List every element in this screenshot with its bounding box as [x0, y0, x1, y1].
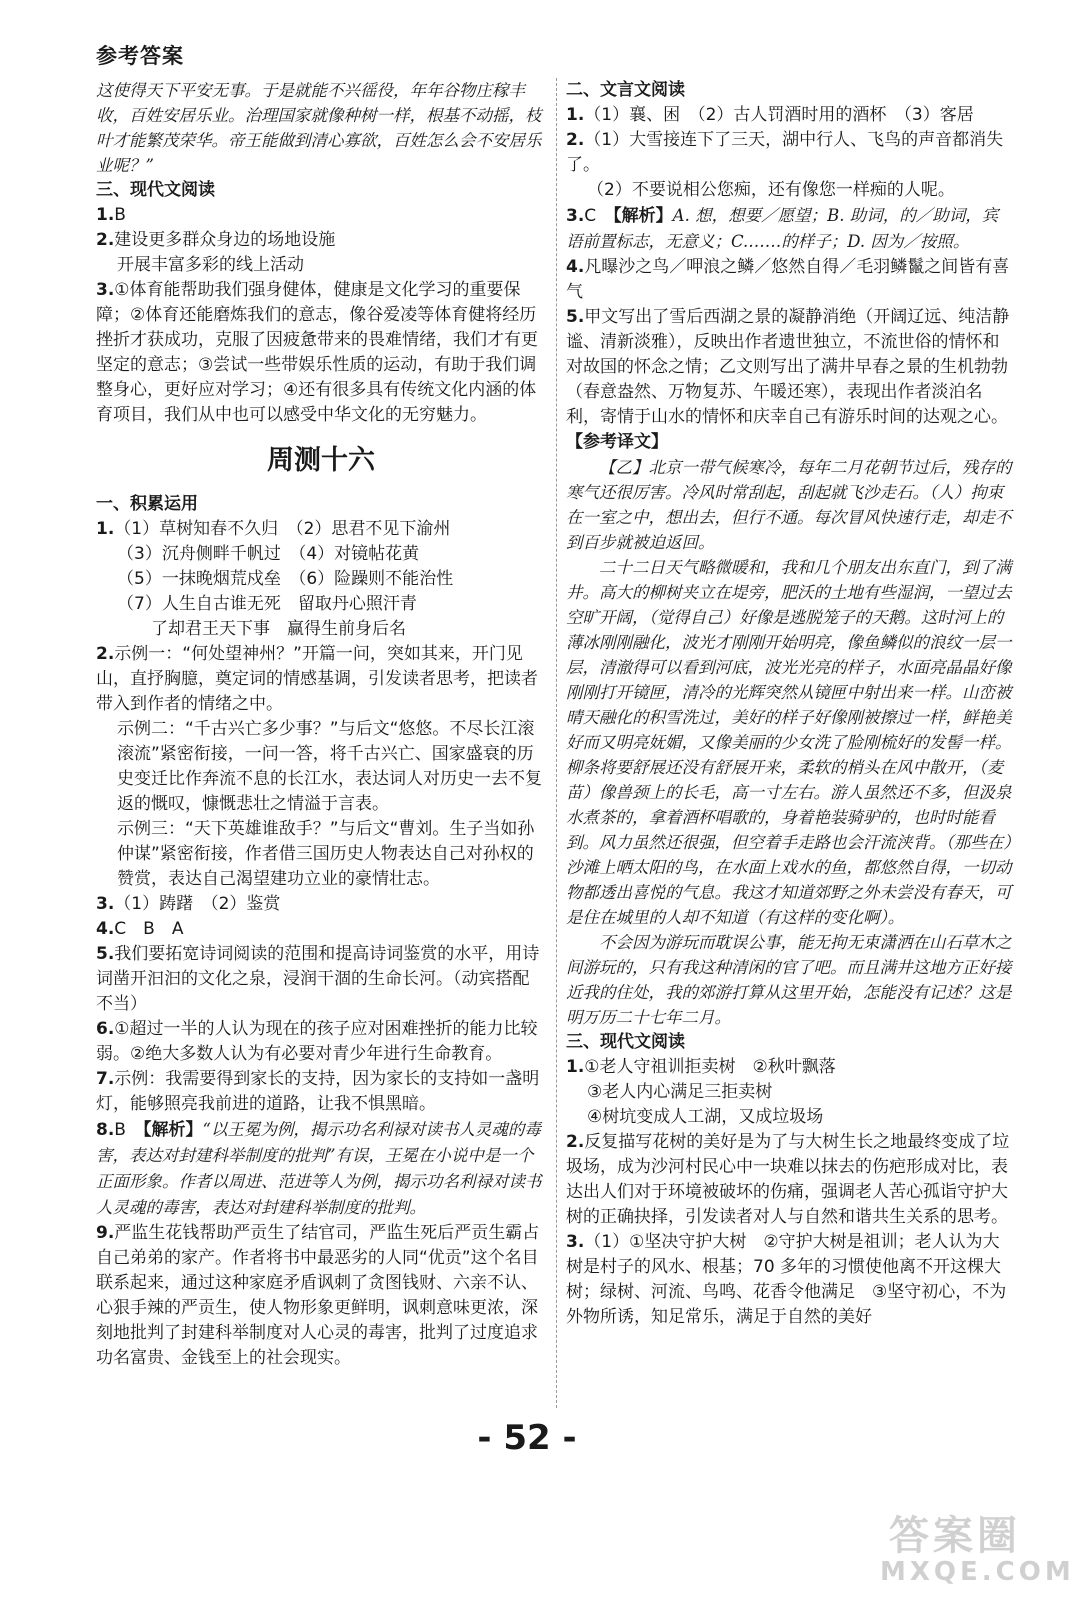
- answer-text: （1）襄、困 （2）古人罚酒时用的酒杯 （3）客居: [584, 105, 974, 125]
- answer-text: （1）大雪接连下了三天，湖中行人、飞鸟的声音都消失了。: [566, 130, 1004, 175]
- question-number: 8.: [96, 1120, 115, 1140]
- answer-text: 示例一：“何处望神州？”开篇一问，突如其来，开门见山，直抒胸臆，奠定词的情感基调，引发读者思考，把读者带入到作者的情绪之中。: [96, 644, 538, 714]
- analysis-tag: 【解析】: [142, 1120, 203, 1140]
- reference-translation-heading: 【参考译文】: [566, 432, 668, 452]
- watermark-text: 答案圈: [889, 1513, 1021, 1559]
- left-column: [96, 78, 546, 1371]
- question-number: 1.: [96, 205, 115, 225]
- question-number: 3.: [96, 894, 115, 914]
- question-number: 3.: [96, 280, 115, 300]
- question-number: 6.: [96, 1019, 115, 1039]
- answer-choice: C: [584, 206, 614, 226]
- question-number: 3.: [566, 206, 585, 226]
- answer-item: [96, 942, 546, 1017]
- question-number: 2.: [566, 1132, 585, 1152]
- question-number: 5.: [566, 307, 585, 327]
- question-number: 2.: [96, 230, 115, 250]
- answer-text: ①老人守祖训拒卖树 ②秋叶飘落: [584, 1057, 836, 1077]
- question-number: 3.: [566, 1232, 585, 1252]
- answer-line: 示例三：“天下英雄谁敌手？”与后文“曹刘。生子当如孙仲谋”紧密衔接，作者借三国历史人物表达自己对孙权的赞赏，表达自己渴望建功立业的豪情壮志。: [117, 819, 535, 889]
- section-heading: 三、现代文阅读: [96, 180, 215, 200]
- question-number: 4.: [566, 257, 585, 277]
- section-heading: 三、现代文阅读: [566, 1032, 685, 1052]
- answer-text: 甲文写出了雪后西湖之景的凝静消绝（开阔辽远、纯洁静谧、清新淡雅），反映出作者遗世独立，不流世俗的情怀和对故国的怀念之情；乙文则写出了满井早春之景的生机勃勃（春意盎然、万物复苏、午暖还寒），表现出作者淡泊名利，寄情于山水的情怀和庆幸自己有游乐时间的达观之心。: [566, 307, 1010, 427]
- section-heading: 二、文言文阅读: [566, 80, 685, 100]
- answer-text: 建设更多群众身边的场地设施: [114, 230, 336, 250]
- page-header: 参考答案: [96, 44, 184, 68]
- answer-item: [96, 892, 546, 917]
- watermark-logo: [880, 1513, 1075, 1587]
- watermark-url: MXQE.COM: [880, 1557, 1075, 1587]
- answer-item: [96, 917, 546, 942]
- answer-item: [566, 305, 1014, 430]
- translation-paragraph: 不会因为游玩而耽误公事，能无拘无束潇洒在山石草木之间游玩的，只有我这种清闲的官了吧。而且满井这地方正好接近我的住处，我的郊游打算从这里开始，怎能没有记述？这是明万历二十七年二月。: [566, 933, 1012, 1027]
- answer-line: （2）不要说相公您痴，还有像您一样痴的人呢。: [587, 180, 955, 200]
- answer-line: ③老人内心满足三拒卖树: [587, 1082, 773, 1102]
- question-number: 2.: [566, 130, 585, 150]
- answer-item: [96, 228, 546, 253]
- answer-line: 示例二：“千古兴亡多少事？”与后文“悠悠。不尽长江滚滚流”紧密衔接，一问一答，将千古兴亡、国家盛衰的历史变迁比作奔流不息的长江水，表达词人对历史一去不复返的慨叹，慷慨悲壮之情溢于言表。: [117, 719, 542, 814]
- answer-text: 凡曝沙之鸟／呷浪之鳞／悠然自得／毛羽鳞鬣之间皆有喜气: [566, 257, 1010, 302]
- question-number: 1.: [566, 105, 585, 125]
- answer-line: （3）沉舟侧畔千帆过 （4）对镜帖花黄: [117, 544, 420, 564]
- answer-text: ①超过一半的人认为现在的孩子应对困难挫折的能力比较弱。②绝大多数人认为有必要对青少年进行生命教育。: [96, 1019, 538, 1064]
- answer-text: （1）草树知春不久归 （2）思君不见下渝州: [114, 519, 451, 539]
- answer-item: [566, 1230, 1014, 1330]
- answer-item: [96, 203, 546, 228]
- answer-item: [566, 255, 1014, 305]
- question-number: 5.: [96, 944, 115, 964]
- answer-item: [96, 642, 546, 717]
- answer-item: [566, 1130, 1014, 1230]
- question-number: 4.: [96, 919, 115, 939]
- answer-item: [566, 203, 1014, 255]
- section-heading: 一、积累运用: [96, 494, 198, 514]
- translation-paragraph: 【乙】北京一带气候寒冷，每年二月花朝节过后，残存的寒气还很厉害。冷风时常刮起，刮起就飞沙走石。（人）拘束在一室之中，想出去，但行不通。每次冒风快速行走，却走不到百步就被迫返回。: [566, 458, 1012, 552]
- answer-text: （1）①坚决守护大树 ②守护大树是祖训；老人认为大树是村子的风水、根基；70 多年的习惯使他离不开这棵大树；绿树、河流、鸟鸣、花香令他满足 ③坚守初心，不为外物所诱，知足常乐，满足于自然的美好: [566, 1232, 1007, 1327]
- question-number: 1.: [96, 519, 115, 539]
- answer-line: （7）人生自古谁无死 留取丹心照汗青: [117, 594, 417, 614]
- answer-text: 反复描写花树的美好是为了与大树生长之地最终变成了垃圾场，成为沙河村民心中一块难以抹去的伤疤形成对比，表达出人们对于环境被破坏的伤痛，强调老人苦心孤诣守护大树的正确抉择，引发读者对人与自然和谐共生关系的思考。: [566, 1132, 1010, 1227]
- answer-choice: B: [114, 1120, 143, 1140]
- answer-item: [96, 1067, 546, 1117]
- page-number: - 52 -: [477, 1418, 577, 1458]
- answer-item: [96, 1017, 546, 1067]
- answer-line: 开展丰富多彩的线上活动: [117, 255, 304, 275]
- answer-line: ④树坑变成人工湖，又成垃圾场: [587, 1107, 824, 1127]
- right-column: [566, 78, 1014, 1330]
- analysis-tag: 【解析】: [613, 206, 673, 226]
- question-number: 7.: [96, 1069, 115, 1089]
- answer-item: [566, 1055, 1014, 1080]
- answer-text: （1）踌躇 （2）鉴赏: [114, 894, 281, 914]
- section-title: 周测十六: [267, 445, 375, 476]
- question-number: 2.: [96, 644, 115, 664]
- answer-text: ①体育能帮助我们强身健体，健康是文化学习的重要保障；②体育还能磨炼我们的意志，像谷爱凌等体育健将经历挫折才获成功，克服了因疲惫带来的畏难情绪，我们才有更坚定的意志；③尝试一些带娱乐性质的运动，有助于我们调整身心，更好应对学习；④还有很多具有传统文化内涵的体育项目，我们从中也可以感受中华文化的无穷魅力。: [96, 280, 538, 425]
- question-number: 9.: [96, 1223, 115, 1243]
- answer-text: C B A: [114, 919, 184, 939]
- question-number: 1.: [566, 1057, 585, 1077]
- answer-line: 了却君王天下事 赢得生前身后名: [117, 619, 406, 639]
- translation-paragraph: 二十二日天气略微暖和，我和几个朋友出东直门，到了满井。高大的柳树夹立在堤旁，肥沃的土地有些湿润，一望过去空旷开阔，（觉得自己）好像是逃脱笼子的天鹅。这时河上的薄冰刚刚融化，波光才刚刚开始明亮，像鱼鳞似的浪纹一层一层，清澈得可以看到河底，波光光亮的样子，水面亮晶晶好像刚刚打开镜匣，清冷的光辉突然从镜匣中射出来一样。山峦被晴天融化的积雪洗过，美好的样子好像刚被擦过一样，鲜艳美好而又明亮妩媚，又像美丽的少女洗了脸刚梳好的发髻一样。柳条将要舒展还没有舒展开来，柔软的梢头在风中散开，（麦苗）像兽颈上的长毛，高一寸左右。游人虽然还不多，但汲泉水煮茶的，拿着酒杯唱歌的，身着艳装骑驴的，也时时能看到。风力虽然还很强，但空着手走路也会汗流浃背。（那些在）沙滩上晒太阳的鸟，在水面上戏水的鱼，都悠然自得，一切动物都透出喜悦的气息。我这才知道郊野之外未尝没有春天，可是住在城里的人却不知道（有这样的变化啊）。: [566, 558, 1012, 927]
- answer-item: [96, 1221, 546, 1371]
- answer-text: B: [114, 205, 126, 225]
- answer-item: [566, 128, 1014, 178]
- answer-item: [96, 278, 546, 428]
- answer-item: [566, 103, 1014, 128]
- answer-item: [96, 1117, 546, 1221]
- analysis-text: A. 想，想要／愿望；B. 助词，的／助词，宾语前置标志，无意义；C.……的样子；D. 因为／按照。: [566, 206, 999, 251]
- translation-paragraph: 这使得天下平安无事。于是就能不兴徭役，年年谷物庄稼丰收，百姓安居乐业。治理国家就像种树一样，根基不动摇，枝叶才能繁茂荣华。帝王能做到清心寡欲，百姓怎么会不安居乐业呢？”: [96, 81, 542, 175]
- answer-line: （5）一抹晚烟荒戍垒 （6）险躁则不能治性: [117, 569, 454, 589]
- column-divider: [556, 78, 557, 1408]
- answer-item: [96, 517, 546, 542]
- answer-text: 我们要拓宽诗词阅读的范围和提高诗词鉴赏的水平，用诗词凿开汩汩的文化之泉，浸润干涸的生命长河。（动宾搭配不当）: [96, 944, 540, 1014]
- answer-text: 严监生花钱帮助严贡生了结官司，严监生死后严贡生霸占自己弟弟的家产。作者将书中最恶劣的人同“优贡”这个名目联系起来，通过这种家庭矛盾讽刺了贪图钱财、六亲不认、心狠手辣的严贡生，使人物形象更鲜明，讽刺意味更浓，深刻地批判了封建科举制度对人心灵的毒害，批判了过度追求功名富贵、金钱至上的社会现实。: [96, 1223, 540, 1368]
- answer-text: 示例：我需要得到家长的支持，因为家长的支持如一盏明灯，能够照亮我前进的道路，让我不惧黑暗。: [96, 1069, 540, 1114]
- analysis-text: “以王冕为例，揭示功名利禄对读书人灵魂的毒害，表达对封建科举制度的批判”有误，王冕在小说中是一个正面形象。作者以周进、范进等人为例，揭示功名利禄对读书人灵魂的毒害，表达对封建科举制度的批判。: [96, 1120, 542, 1217]
